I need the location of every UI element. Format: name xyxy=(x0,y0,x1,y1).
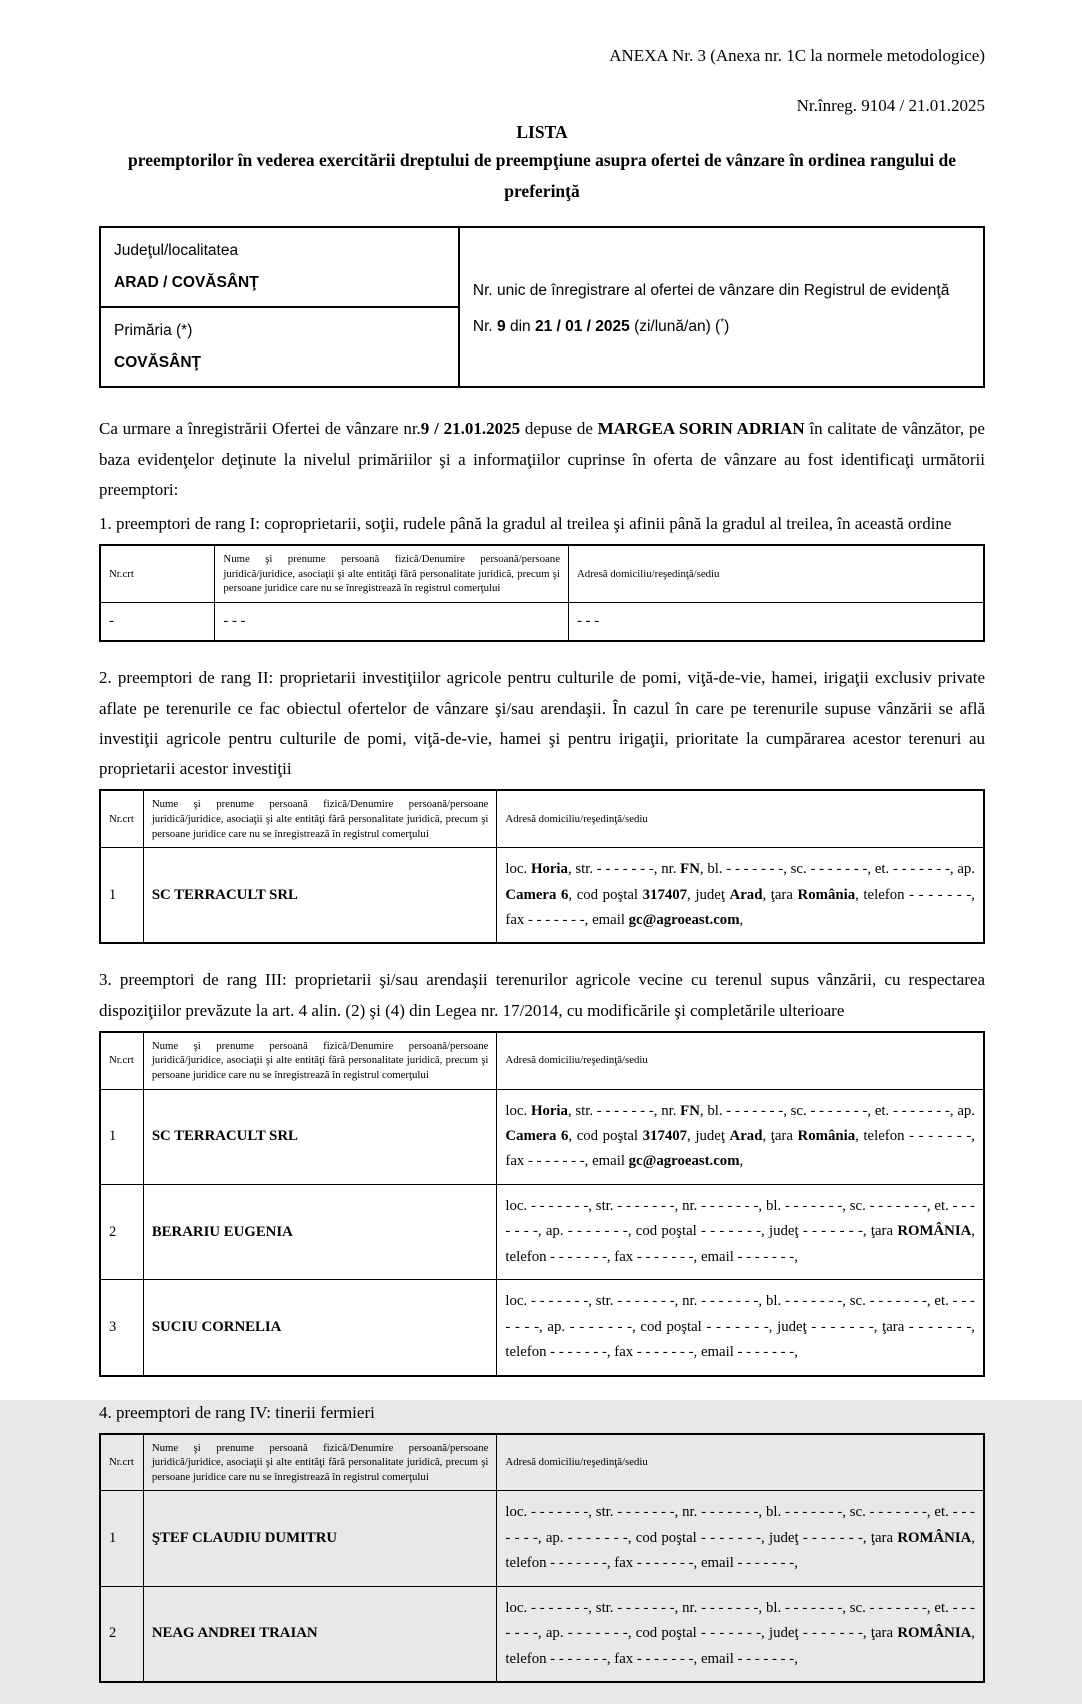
registration-entry-number: Nr.înreg. 9104 / 21.01.2025 xyxy=(796,96,985,115)
document-subtitle: preemptorilor în vederea exercitării dreptului de preempţiune asupra ofertei de vânzare în ordinea rangului de preferinţă xyxy=(128,150,956,201)
row-address: loc. - - - - - - -, str. - - - - - - -, nr. - - - - - - -, bl. - - - - - - -, sc. - - - - - - -, et. - - - - - - -, ap. - - - - - - -, cod poştal - - - - - - -, judeţ - - - - - - -, ţara ROMÂNIA, telefon - - - - - - -, fax - - - - - - -, email - - - - - - -, xyxy=(497,1184,984,1279)
preemptors-table-rank4 xyxy=(99,1433,985,1683)
col-header-nr: Nr.crt xyxy=(100,1434,143,1491)
col-header-nr: Nr.crt xyxy=(100,790,143,847)
section-heading-rank2: 2. preemptori de rang II: proprietarii investiţiilor agricole pentru culturile de pomi, viţă-de-vie, hamei, irigaţii exclusiv private aflate pe terenurile ce fac obiectul ofertelor de vânzare şi/sau arendaşii. În cazul în care pe terenurile supuse vânzării se află investiţii agricole pentru culturile de pomi, viţă-de-vie, hamei şi pentru irigaţii, prioritate la cumpărarea acestor terenuri au proprietarii acestor investiţii xyxy=(99,668,985,779)
intro-paragraph: Ca urmare a înregistrării Ofertei de vânzare nr.9 / 21.01.2025 depuse de MARGEA SORIN ADRIAN în calitate de vânzător, pe baza evidenţelor deţinute la nivelul primăriilor şi a informaţiilor cuprinse în oferta de vânzare au fost identificaţi următorii preemptori: xyxy=(99,419,985,499)
row-name: ŞTEF CLAUDIU DUMITRU xyxy=(143,1491,497,1586)
table-header-row xyxy=(100,1434,984,1491)
col-header-nr: Nr.crt xyxy=(100,545,215,602)
table-row xyxy=(100,1586,984,1682)
col-header-address: Adresă domiciliu/reşedinţă/sediu xyxy=(497,790,984,847)
info-row-county xyxy=(100,227,984,307)
preemptors-table-rank3 xyxy=(99,1031,985,1377)
table-row xyxy=(100,602,984,641)
primaria-value: COVĂSÂNŢ xyxy=(114,354,201,372)
section-heading-rank4: 4. preemptori de rang IV: tinerii fermieri xyxy=(99,1402,375,1422)
col-header-nr: Nr.crt xyxy=(100,1032,143,1089)
offer-registration-cell xyxy=(459,227,984,387)
offer-registration-number: Nr. 9 din 21 / 01 / 2025 (zi/lună/an) (*) xyxy=(472,317,730,336)
primaria-label: Primăria (*) xyxy=(114,322,193,340)
row-number: 2 xyxy=(100,1586,143,1682)
section-heading-rank1: 1. preemptori de rang I: coproprietarii, soţii, rudele până la gradul al treilea şi afinii până la gradul al treilea, în această ordine xyxy=(99,514,952,533)
row-number: 1 xyxy=(100,1089,143,1184)
row-number: - xyxy=(100,602,215,641)
row-address: - - - xyxy=(569,602,985,641)
row-name: SC TERRACULT SRL xyxy=(143,1089,497,1184)
county-value: ARAD / COVĂSÂNŢ xyxy=(114,274,259,292)
document-content xyxy=(99,0,985,1704)
table-row xyxy=(100,848,984,944)
table-row xyxy=(100,1491,984,1586)
offer-registration-text: Nr. unic de înregistrare al ofertei de vânzare din Registrul de evidenţă xyxy=(472,282,950,300)
row-name: SUCIU CORNELIA xyxy=(143,1280,497,1376)
table-header-row xyxy=(100,790,984,847)
row-number: 3 xyxy=(100,1280,143,1376)
col-header-address: Adresă domiciliu/reşedinţă/sediu xyxy=(497,1434,984,1491)
annex-reference: ANEXA Nr. 3 (Anexa nr. 1C la normele metodologice) xyxy=(609,46,985,65)
row-address: loc. - - - - - - -, str. - - - - - - -, nr. - - - - - - -, bl. - - - - - - -, sc. - - - - - - -, et. - - - - - - -, ap. - - - - - - -, cod poştal - - - - - - -, judeţ - - - - - - -, ţara ROMÂNIA, telefon - - - - - - -, fax - - - - - - -, email - - - - - - -, xyxy=(497,1491,984,1586)
col-header-address: Adresă domiciliu/reşedinţă/sediu xyxy=(569,545,985,602)
col-header-address: Adresă domiciliu/reşedinţă/sediu xyxy=(497,1032,984,1089)
col-header-name: Nume şi prenume persoană fizică/Denumire persoană/persoane juridică/juridice, asociaţii şi alte entităţi fără personalitate juridică, precum şi persoane juridice care nu se înregistrează în registrul comerţului xyxy=(143,790,497,847)
table-row xyxy=(100,1280,984,1376)
row-name: SC TERRACULT SRL xyxy=(143,848,497,944)
section-heading-rank3: 3. preemptori de rang III: proprietarii şi/sau arendaşii terenurilor agricole vecine cu terenul supus vânzării, cu respectarea dispoziţiilor prevăzute la art. 4 alin. (2) şi (4) din Legea nr. 17/2014, cu modificările şi completările ulterioare xyxy=(99,970,985,1020)
row-address: loc. Horia, str. - - - - - - -, nr. FN, bl. - - - - - - -, sc. - - - - - - -, et. - - - - - - -, ap. Camera 6, cod poştal 317407, judeţ Arad, ţara România, telefon - - - - - - -, fax - - - - - - -, email gc@agroeast.com, xyxy=(497,1089,984,1184)
row-address: loc. - - - - - - -, str. - - - - - - -, nr. - - - - - - -, bl. - - - - - - -, sc. - - - - - - -, et. - - - - - - -, ap. - - - - - - -, cod poştal - - - - - - -, judeţ - - - - - - -, ţara ROMÂNIA, telefon - - - - - - -, fax - - - - - - -, email - - - - - - -, xyxy=(497,1586,984,1682)
document-title: LISTA xyxy=(516,122,568,142)
row-name: BERARIU EUGENIA xyxy=(143,1184,497,1279)
county-label: Judeţul/localitatea xyxy=(114,242,239,260)
table-header-row xyxy=(100,1032,984,1089)
primaria-cell xyxy=(100,307,459,387)
row-name: - - - xyxy=(215,602,569,641)
county-cell xyxy=(100,227,459,307)
col-header-name: Nume şi prenume persoană fizică/Denumire persoană/persoane juridică/juridice, asociaţii şi alte entităţi fără personalitate juridică, precum şi persoane juridice care nu se înregistrează în registrul comerţului xyxy=(143,1434,497,1491)
col-header-name: Nume şi prenume persoană fizică/Denumire persoană/persoane juridică/juridice, asociaţii şi alte entităţi fără personalitate juridică, precum şi persoane juridice care nu se înregistrează în registrul comerţului xyxy=(143,1032,497,1089)
row-number: 2 xyxy=(100,1184,143,1279)
registration-info-table xyxy=(99,226,985,388)
preemptors-table-rank1 xyxy=(99,544,985,642)
table-row xyxy=(100,1184,984,1279)
row-address: loc. Horia, str. - - - - - - -, nr. FN, bl. - - - - - - -, sc. - - - - - - -, et. - - - - - - -, ap. Camera 6, cod poştal 317407, judeţ Arad, ţara România, telefon - - - - - - -, fax - - - - - - -, email gc@agroeast.com, xyxy=(497,848,984,944)
row-name: NEAG ANDREI TRAIAN xyxy=(143,1586,497,1682)
table-header-row xyxy=(100,545,984,602)
table-row xyxy=(100,1089,984,1184)
col-header-name: Nume şi prenume persoană fizică/Denumire persoană/persoane juridică/juridice, asociaţii şi alte entităţi fără personalitate juridică, precum şi persoane juridice care nu se înregistrează în registrul comerţului xyxy=(215,545,569,602)
row-number: 1 xyxy=(100,1491,143,1586)
preemptors-table-rank2 xyxy=(99,789,985,944)
row-number: 1 xyxy=(100,848,143,944)
row-address: loc. - - - - - - -, str. - - - - - - -, nr. - - - - - - -, bl. - - - - - - -, sc. - - - - - - -, et. - - - - - - -, ap. - - - - - - -, cod poştal - - - - - - -, judeţ - - - - - - -, ţara - - - - - - -, telefon - - - - - - -, fax - - - - - - -, email - - - - - - -, xyxy=(497,1280,984,1376)
